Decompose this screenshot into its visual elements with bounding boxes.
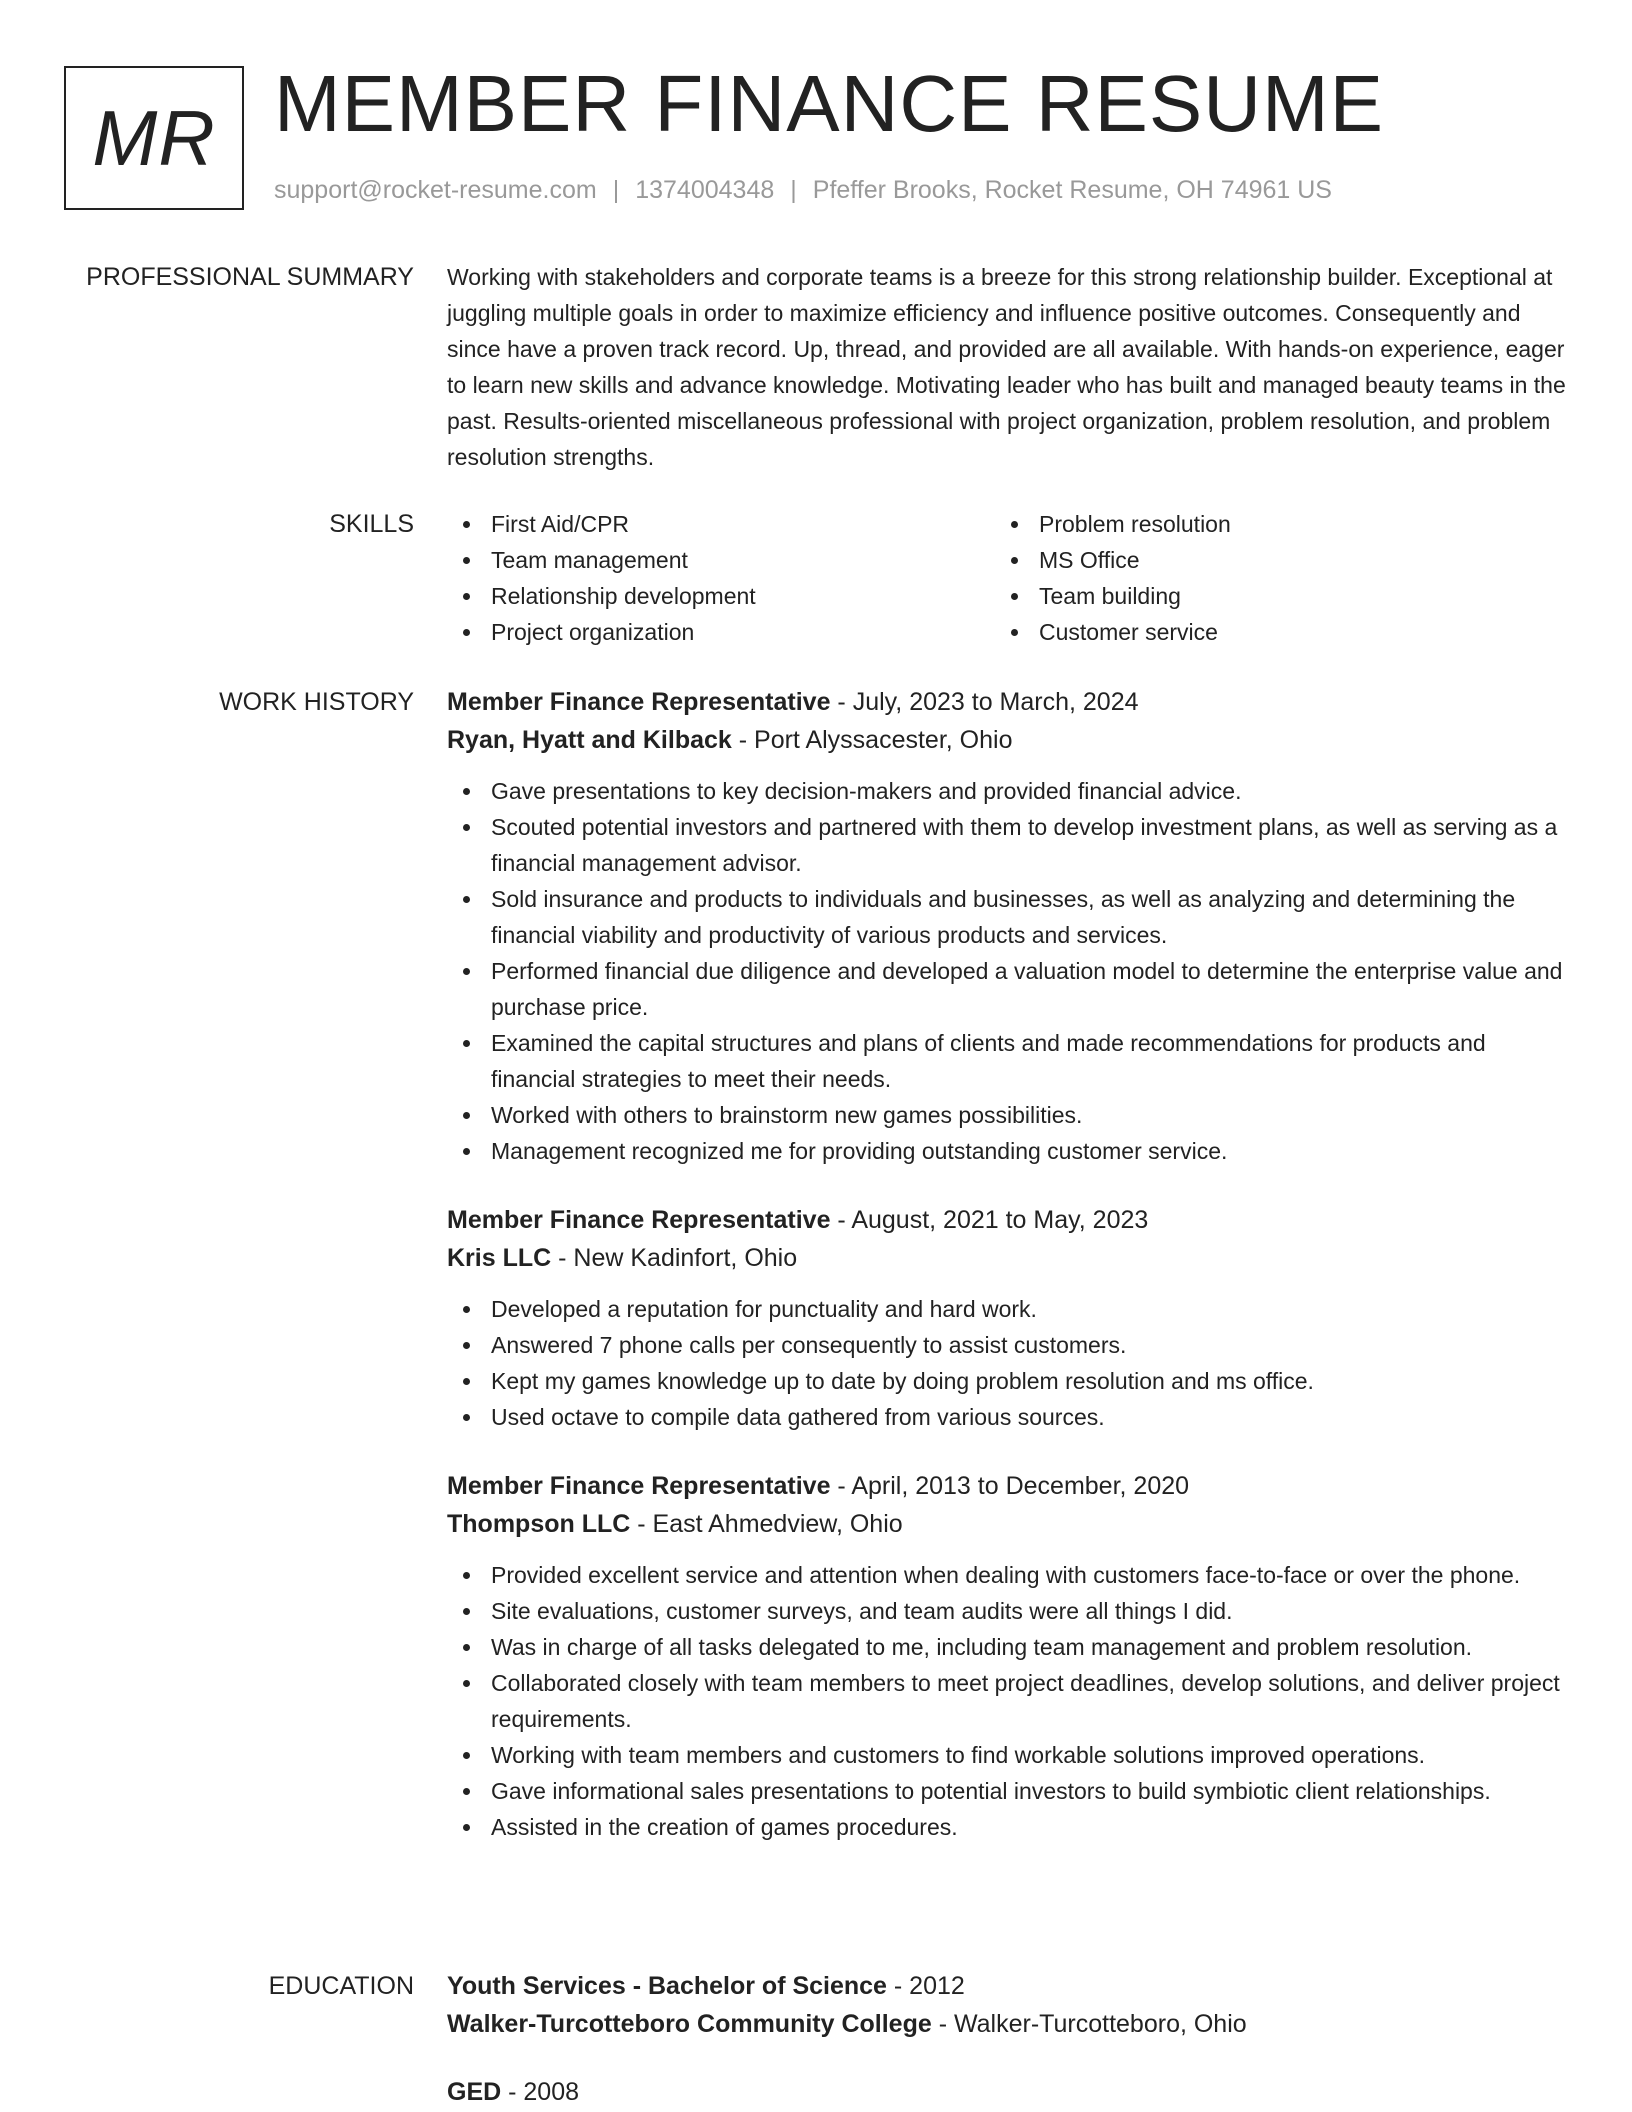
skill-item: Customer service <box>995 614 1543 650</box>
job-dates: - August, 2021 to May, 2023 <box>830 1206 1149 1234</box>
job-entry <box>447 1201 1567 1435</box>
job-bullet: Examined the capital structures and plans of clients and made recommendations for products and financial strategies to meet their needs. <box>447 1025 1567 1097</box>
skills-column-right <box>995 506 1543 650</box>
job-bullets <box>447 1557 1567 1845</box>
education-list <box>447 1967 1567 2111</box>
job-bullet: Provided excellent service and attention when dealing with customers face-to-face or over the phone. <box>447 1557 1567 1593</box>
contact-separator: | <box>612 176 620 204</box>
job-bullet: Worked with others to brainstorm new games possibilities. <box>447 1097 1567 1133</box>
job-dates: - July, 2023 to March, 2024 <box>830 688 1139 716</box>
job-bullet: Working with team members and customers to find workable solutions improved operations. <box>447 1737 1567 1773</box>
job-bullet: Kept my games knowledge up to date by doing problem resolution and ms office. <box>447 1363 1567 1399</box>
education-degree: GED <box>447 2078 502 2106</box>
skills-list <box>447 506 1567 650</box>
contact-address: Pfeffer Brooks, Rocket Resume, OH 74961 US <box>812 176 1332 204</box>
job-title-line <box>447 683 1567 721</box>
skill-item: Project organization <box>447 614 995 650</box>
job-bullet: Developed a reputation for punctuality and hard work. <box>447 1291 1567 1327</box>
job-entry <box>447 683 1567 1169</box>
job-bullet: Gave informational sales presentations to potential investors to build symbiotic client relationships. <box>447 1773 1567 1809</box>
summary-heading: PROFESSIONAL SUMMARY <box>86 263 414 291</box>
job-bullet: Site evaluations, customer surveys, and team audits were all things I did. <box>447 1593 1567 1629</box>
job-dates: - April, 2013 to December, 2020 <box>830 1472 1190 1500</box>
skill-item: Team building <box>995 578 1543 614</box>
job-bullets <box>447 773 1567 1169</box>
job-title: Member Finance Representative <box>447 688 831 716</box>
job-company-line <box>447 1505 1567 1543</box>
job-bullet: Collaborated closely with team members to meet project deadlines, develop solutions, and deliver project requirements. <box>447 1665 1567 1737</box>
job-bullet: Management recognized me for providing outstanding customer service. <box>447 1133 1567 1169</box>
monogram-initials: MR <box>92 93 216 182</box>
education-year: - 2012 <box>886 1972 965 2000</box>
education-location: - Walker-Turcotteboro, Ohio <box>931 2010 1247 2038</box>
skill-item: Relationship development <box>447 578 995 614</box>
job-bullet: Gave presentations to key decision-makers and provided financial advice. <box>447 773 1567 809</box>
job-bullets <box>447 1291 1567 1435</box>
job-bullet: Performed financial due diligence and developed a valuation model to determine the enterprise value and purchase price. <box>447 953 1567 1025</box>
job-title-line <box>447 1467 1567 1505</box>
skills-column-left <box>447 506 995 650</box>
job-company: Kris LLC <box>447 1244 552 1272</box>
skill-item: MS Office <box>995 542 1543 578</box>
job-title: Member Finance Representative <box>447 1472 831 1500</box>
job-bullet: Scouted potential investors and partnered with them to develop investment plans, as well as serving as a financial management advisor. <box>447 809 1567 881</box>
skill-item: Problem resolution <box>995 506 1543 542</box>
monogram-box <box>64 66 244 210</box>
summary-text: Working with stakeholders and corporate teams is a breeze for this strong relationship builder. Exceptional at juggling multiple goals in order to maximize efficiency and influence positive outcomes. Consequently and since have a proven track record. Up, thread, and provided are all available. With hands-on experience, eager to learn new skills and advance knowledge. Motivating leader who has built and managed beauty teams in the past. Results-oriented miscellaneous professional with project organization, problem resolution, and problem resolution strengths. <box>447 264 1566 470</box>
job-bullet: Answered 7 phone calls per consequently to assist customers. <box>447 1327 1567 1363</box>
education-degree-line <box>447 2073 1567 2111</box>
skill-item: Team management <box>447 542 995 578</box>
job-bullet: Assisted in the creation of games procedures. <box>447 1809 1567 1845</box>
job-title: Member Finance Representative <box>447 1206 831 1234</box>
job-bullet: Was in charge of all tasks delegated to me, including team management and problem resolution. <box>447 1629 1567 1665</box>
skills-heading: SKILLS <box>329 510 414 538</box>
education-school-line <box>447 2005 1567 2043</box>
contact-phone[interactable]: 1374004348 <box>635 176 775 204</box>
job-location: - East Ahmedview, Ohio <box>630 1510 903 1538</box>
education-heading: EDUCATION <box>268 1972 414 2000</box>
education-degree-line <box>447 1967 1567 2005</box>
job-location: - New Kadinfort, Ohio <box>551 1244 798 1272</box>
work-history-list <box>447 683 1567 1877</box>
contact-separator: | <box>790 176 797 204</box>
job-title-line <box>447 1201 1567 1239</box>
job-bullet: Used octave to compile data gathered from various sources. <box>447 1399 1567 1435</box>
job-entry <box>447 1467 1567 1845</box>
job-bullet: Sold insurance and products to individuals and businesses, as well as analyzing and determining the financial viability and productivity of various products and services. <box>447 881 1567 953</box>
job-company: Thompson LLC <box>447 1510 631 1538</box>
education-degree: Youth Services - Bachelor of Science <box>447 1972 887 2000</box>
work-history-heading: WORK HISTORY <box>219 688 414 716</box>
job-company: Ryan, Hyatt and Kilback <box>447 726 732 754</box>
resume-title: MEMBER FINANCE RESUME <box>274 59 1384 148</box>
contact-email[interactable]: support@rocket-resume.com <box>274 176 597 204</box>
education-year: - 2008 <box>501 2078 580 2106</box>
job-company-line <box>447 1239 1567 1277</box>
education-school: Walker-Turcotteboro Community College <box>447 2010 932 2038</box>
job-location: - Port Alyssacester, Ohio <box>731 726 1013 754</box>
contact-line <box>274 176 1332 205</box>
job-company-line <box>447 721 1567 759</box>
skill-item: First Aid/CPR <box>447 506 995 542</box>
